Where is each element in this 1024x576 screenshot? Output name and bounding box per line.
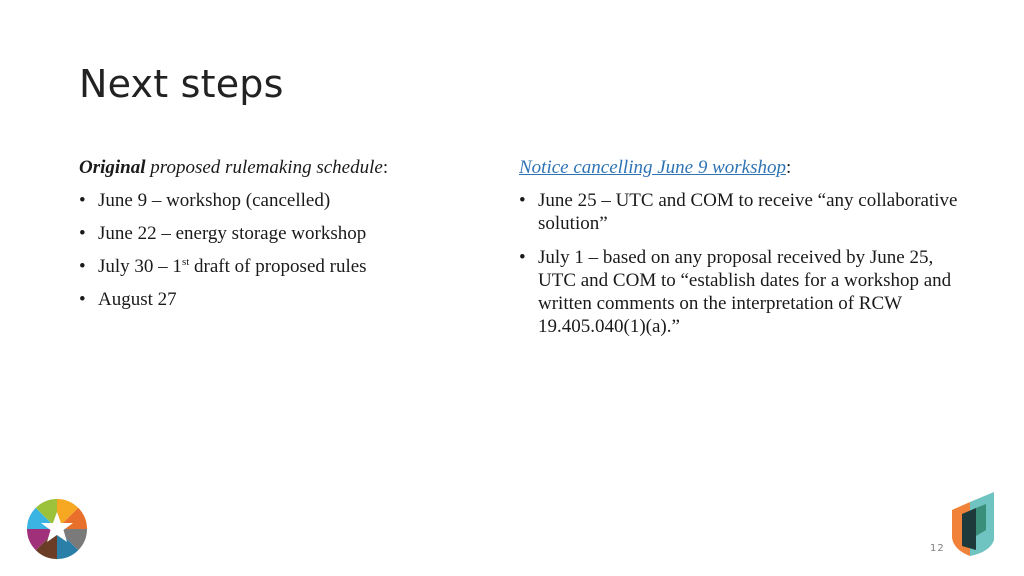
page-number: 12 [930, 543, 945, 554]
original-schedule-list [79, 189, 479, 311]
list-item-text: draft of proposed rules [189, 256, 367, 277]
notice-column [519, 156, 959, 349]
list-item: • August 27 [79, 288, 479, 311]
heading-colon: : [786, 157, 792, 178]
list-item: • June 22 – energy storage workshop [79, 222, 479, 245]
list-item: • July 1 – based on any proposal received by June 25, UTC and COM to “establish dates for a workshop and written comments on the interpretation of RCW 19.405.040(1)(a).” [519, 246, 959, 338]
list-item: • June 25 – UTC and COM to receive “any collaborative solution” [519, 189, 959, 235]
heading-colon: : [382, 157, 389, 178]
utc-shield-logo [950, 490, 996, 558]
original-schedule-heading [79, 156, 479, 179]
list-item-text: July 30 – 1 [98, 256, 182, 277]
notice-list [519, 189, 959, 338]
heading-schedule-text: proposed rulemaking schedule [145, 157, 383, 178]
notice-cancelling-link[interactable]: Notice cancelling June 9 workshop [519, 157, 786, 178]
heading-original-word: Original [79, 157, 146, 178]
list-item [79, 255, 479, 278]
slide-title: Next steps [79, 62, 284, 106]
notice-heading [519, 156, 959, 179]
organization-star-logo [26, 498, 88, 560]
list-item: • June 9 – workshop (cancelled) [79, 189, 479, 212]
ordinal-superscript: st [181, 256, 190, 268]
original-schedule-column [79, 156, 479, 321]
